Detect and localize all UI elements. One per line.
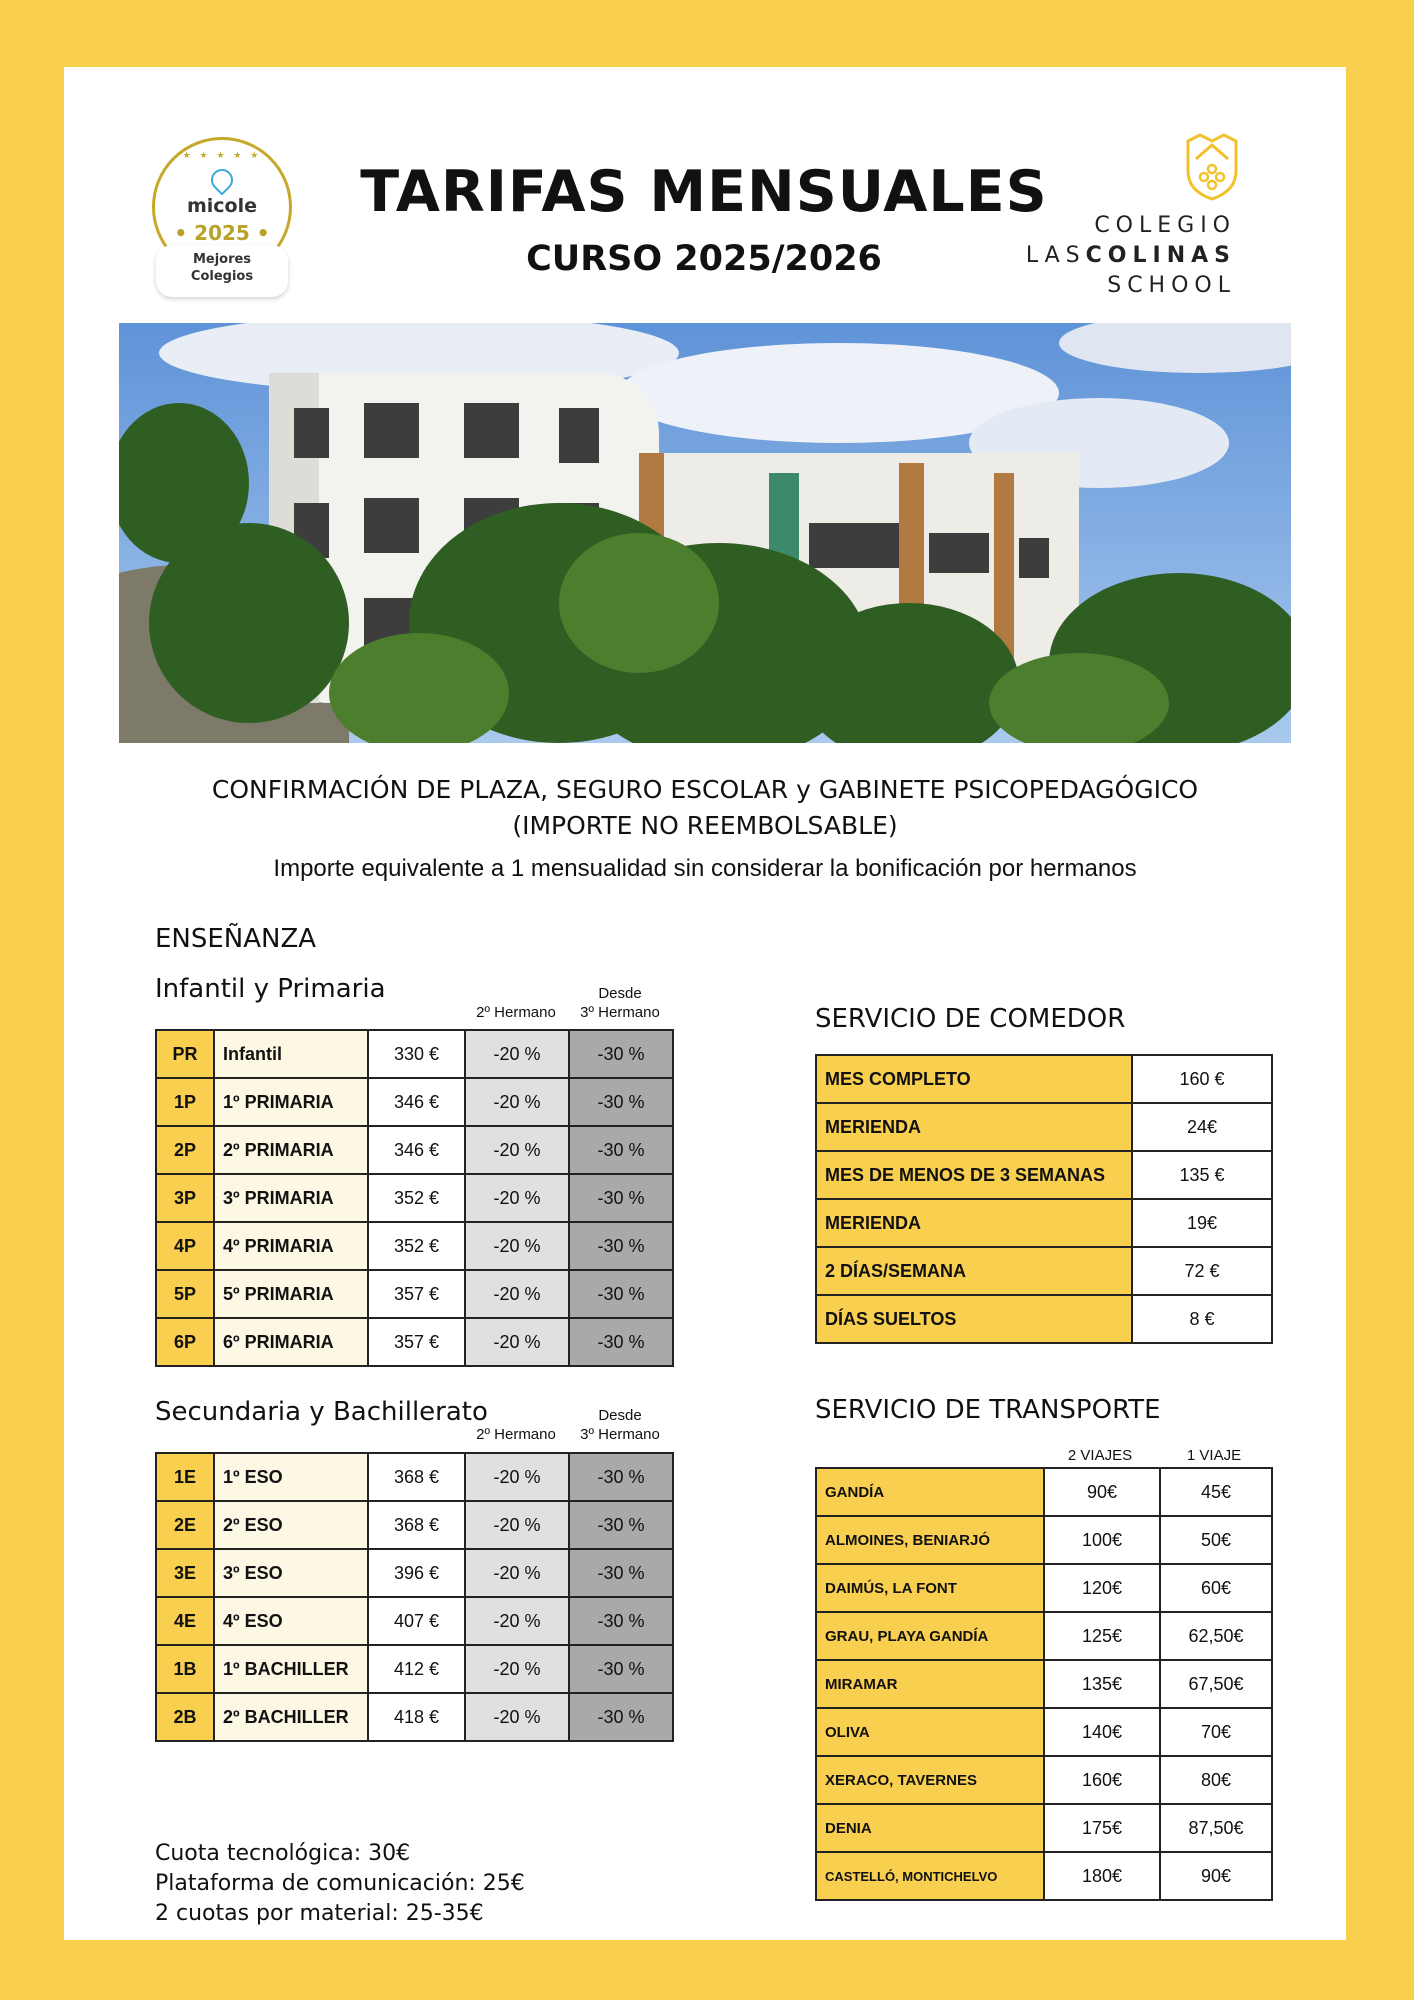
secundaria-col-3hermano xyxy=(568,1406,672,1444)
infantil-col-3hermano xyxy=(568,984,672,1022)
note-plataforma: Plataforma de comunicación: 25€ xyxy=(155,1871,525,1896)
table-row xyxy=(816,1199,1272,1247)
school-building-photo xyxy=(119,323,1291,743)
badge-brand: micole xyxy=(186,195,258,217)
transporte-2-viajes: 175€ xyxy=(1044,1804,1160,1852)
discount-2nd-sibling: -20 % xyxy=(465,1174,569,1222)
level-price: 368 € xyxy=(368,1453,465,1501)
table-row xyxy=(156,1549,673,1597)
comedor-option: MES COMPLETO xyxy=(816,1055,1132,1103)
level-code: 4P xyxy=(156,1222,214,1270)
comedor-price: 19€ xyxy=(1132,1199,1272,1247)
level-price: 368 € xyxy=(368,1501,465,1549)
comedor-table xyxy=(815,1054,1273,1344)
transporte-col-1viaje: 1 VIAJE xyxy=(1186,1447,1242,1464)
page-title: TARIFAS MENSUALES xyxy=(360,159,1048,225)
table-row xyxy=(816,1516,1272,1564)
table-row xyxy=(156,1453,673,1501)
transporte-route: CASTELLÓ, MONTICHELVO xyxy=(816,1852,1044,1900)
level-name: 1º BACHILLER xyxy=(214,1645,368,1693)
table-row xyxy=(816,1247,1272,1295)
discount-3rd-sibling: -30 % xyxy=(569,1597,673,1645)
discount-2nd-sibling: -20 % xyxy=(465,1318,569,1366)
level-code: 1E xyxy=(156,1453,214,1501)
comedor-price: 160 € xyxy=(1132,1055,1272,1103)
discount-3rd-sibling: -30 % xyxy=(569,1174,673,1222)
level-code: 5P xyxy=(156,1270,214,1318)
level-name: Infantil xyxy=(214,1030,368,1078)
shield-icon xyxy=(1184,133,1240,201)
comedor-price: 8 € xyxy=(1132,1295,1272,1343)
table-row xyxy=(156,1693,673,1741)
table-row xyxy=(816,1756,1272,1804)
level-price: 357 € xyxy=(368,1318,465,1366)
level-name: 3º PRIMARIA xyxy=(214,1174,368,1222)
level-code: 2B xyxy=(156,1693,214,1741)
transporte-2-viajes: 180€ xyxy=(1044,1852,1160,1900)
level-code: 6P xyxy=(156,1318,214,1366)
table-row xyxy=(156,1318,673,1366)
transporte-2-viajes: 90€ xyxy=(1044,1468,1160,1516)
transporte-2-viajes: 100€ xyxy=(1044,1516,1160,1564)
ensenanza-heading: ENSEÑANZA xyxy=(155,924,317,954)
table-row xyxy=(816,1055,1272,1103)
transporte-1-viaje: 67,50€ xyxy=(1160,1660,1272,1708)
transporte-2-viajes: 140€ xyxy=(1044,1708,1160,1756)
infantil-heading: Infantil y Primaria xyxy=(155,974,386,1004)
logo-line-lascolinas xyxy=(1026,243,1236,268)
table-row xyxy=(156,1501,673,1549)
level-name: 4º PRIMARIA xyxy=(214,1222,368,1270)
level-price: 346 € xyxy=(368,1078,465,1126)
table-row xyxy=(156,1174,673,1222)
transporte-table xyxy=(815,1467,1273,1901)
comedor-heading: SERVICIO DE COMEDOR xyxy=(815,1004,1126,1034)
discount-3rd-sibling: -30 % xyxy=(569,1318,673,1366)
table-row xyxy=(816,1708,1272,1756)
secundaria-col-2hermano: 2º Hermano xyxy=(476,1426,556,1443)
level-name: 5º PRIMARIA xyxy=(214,1270,368,1318)
level-price: 396 € xyxy=(368,1549,465,1597)
badge-year: • 2025 • xyxy=(174,221,270,245)
table-row xyxy=(816,1852,1272,1900)
level-name: 1º PRIMARIA xyxy=(214,1078,368,1126)
transporte-1-viaje: 62,50€ xyxy=(1160,1612,1272,1660)
level-name: 3º ESO xyxy=(214,1549,368,1597)
level-price: 418 € xyxy=(368,1693,465,1741)
discount-3rd-sibling: -30 % xyxy=(569,1693,673,1741)
level-code: 3P xyxy=(156,1174,214,1222)
level-price: 352 € xyxy=(368,1174,465,1222)
discount-2nd-sibling: -20 % xyxy=(465,1078,569,1126)
note-material: 2 cuotas por material: 25-35€ xyxy=(155,1901,484,1926)
school-logo xyxy=(1025,133,1254,303)
table-row xyxy=(816,1564,1272,1612)
table-row xyxy=(816,1295,1272,1343)
infantil-col-3hermano-b: 3º Hermano xyxy=(580,1004,660,1021)
discount-2nd-sibling: -20 % xyxy=(465,1693,569,1741)
confirmation-line1: CONFIRMACIÓN DE PLAZA, SEGURO ESCOLAR y GABINETE PSICOPEDAGÓGICO xyxy=(211,775,1199,804)
table-row xyxy=(156,1270,673,1318)
transporte-1-viaje: 87,50€ xyxy=(1160,1804,1272,1852)
table-row xyxy=(156,1645,673,1693)
badge-line1: Mejores xyxy=(192,252,252,267)
level-code: 2P xyxy=(156,1126,214,1174)
badge-plate xyxy=(156,245,288,297)
confirmation-line3: Importe equivalente a 1 mensualidad sin considerar la bonificación por hermanos xyxy=(273,855,1137,882)
page-subtitle: CURSO 2025/2026 xyxy=(526,239,882,279)
secundaria-col-3hermano-a: Desde xyxy=(598,1407,642,1424)
level-price: 346 € xyxy=(368,1126,465,1174)
transporte-col-2viajes: 2 VIAJES xyxy=(1067,1447,1133,1464)
table-row xyxy=(816,1660,1272,1708)
discount-3rd-sibling: -30 % xyxy=(569,1030,673,1078)
transporte-1-viaje: 45€ xyxy=(1160,1468,1272,1516)
transporte-route: MIRAMAR xyxy=(816,1660,1044,1708)
logo-line-school: SCHOOL xyxy=(1107,273,1236,298)
transporte-2-viajes: 160€ xyxy=(1044,1756,1160,1804)
level-price: 412 € xyxy=(368,1645,465,1693)
transporte-route: GANDÍA xyxy=(816,1468,1044,1516)
discount-3rd-sibling: -30 % xyxy=(569,1270,673,1318)
transporte-heading: SERVICIO DE TRANSPORTE xyxy=(815,1395,1161,1425)
comedor-price: 24€ xyxy=(1132,1103,1272,1151)
transporte-1-viaje: 50€ xyxy=(1160,1516,1272,1564)
confirmation-line2: (IMPORTE NO REEMBOLSABLE) xyxy=(512,811,898,840)
tariff-sheet xyxy=(64,67,1346,1940)
logo-line-colegio: COLEGIO xyxy=(1094,213,1236,238)
discount-3rd-sibling: -30 % xyxy=(569,1549,673,1597)
level-name: 2º PRIMARIA xyxy=(214,1126,368,1174)
logo-colinas: COLINAS xyxy=(1085,243,1236,268)
level-code: 2E xyxy=(156,1501,214,1549)
discount-2nd-sibling: -20 % xyxy=(465,1030,569,1078)
transporte-route: GRAU, PLAYA GANDÍA xyxy=(816,1612,1044,1660)
transporte-route: ALMOINES, BENIARJÓ xyxy=(816,1516,1044,1564)
discount-2nd-sibling: -20 % xyxy=(465,1597,569,1645)
level-name: 4º ESO xyxy=(214,1597,368,1645)
discount-2nd-sibling: -20 % xyxy=(465,1222,569,1270)
level-code: 4E xyxy=(156,1597,214,1645)
discount-2nd-sibling: -20 % xyxy=(465,1549,569,1597)
comedor-option: 2 DÍAS/SEMANA xyxy=(816,1247,1132,1295)
discount-2nd-sibling: -20 % xyxy=(465,1501,569,1549)
secundaria-col-3hermano-b: 3º Hermano xyxy=(580,1426,660,1443)
extra-fees-notes xyxy=(155,1839,525,1929)
level-name: 2º BACHILLER xyxy=(214,1693,368,1741)
discount-3rd-sibling: -30 % xyxy=(569,1126,673,1174)
level-price: 330 € xyxy=(368,1030,465,1078)
discount-2nd-sibling: -20 % xyxy=(465,1453,569,1501)
infantil-col-3hermano-a: Desde xyxy=(598,985,642,1002)
note-cuota-tecnologica: Cuota tecnológica: 30€ xyxy=(155,1841,411,1866)
level-name: 6º PRIMARIA xyxy=(214,1318,368,1366)
table-row xyxy=(816,1103,1272,1151)
transporte-route: XERACO, TAVERNES xyxy=(816,1756,1044,1804)
badge-stars: ★ ★ ★ ★ ★ xyxy=(182,151,262,161)
level-code: 1P xyxy=(156,1078,214,1126)
level-price: 352 € xyxy=(368,1222,465,1270)
transporte-1-viaje: 80€ xyxy=(1160,1756,1272,1804)
level-name: 1º ESO xyxy=(214,1453,368,1501)
comedor-option: MERIENDA xyxy=(816,1103,1132,1151)
secundaria-heading: Secundaria y Bachillerato xyxy=(155,1397,488,1427)
table-row xyxy=(816,1612,1272,1660)
table-row xyxy=(156,1597,673,1645)
transporte-2-viajes: 125€ xyxy=(1044,1612,1160,1660)
transporte-2-viajes: 120€ xyxy=(1044,1564,1160,1612)
table-row xyxy=(156,1222,673,1270)
discount-3rd-sibling: -30 % xyxy=(569,1222,673,1270)
level-price: 357 € xyxy=(368,1270,465,1318)
comedor-price: 135 € xyxy=(1132,1151,1272,1199)
transporte-1-viaje: 60€ xyxy=(1160,1564,1272,1612)
micole-award-badge xyxy=(140,137,308,305)
infantil-col-2hermano: 2º Hermano xyxy=(476,1004,556,1021)
discount-3rd-sibling: -30 % xyxy=(569,1078,673,1126)
transporte-1-viaje: 70€ xyxy=(1160,1708,1272,1756)
discount-3rd-sibling: -30 % xyxy=(569,1453,673,1501)
level-code: 1B xyxy=(156,1645,214,1693)
level-code: 3E xyxy=(156,1549,214,1597)
transporte-route: DENIA xyxy=(816,1804,1044,1852)
discount-2nd-sibling: -20 % xyxy=(465,1645,569,1693)
transporte-1-viaje: 90€ xyxy=(1160,1852,1272,1900)
logo-las: LAS xyxy=(1025,243,1086,268)
discount-3rd-sibling: -30 % xyxy=(569,1501,673,1549)
level-code: PR xyxy=(156,1030,214,1078)
infantil-table xyxy=(155,1029,674,1367)
table-row xyxy=(156,1030,673,1078)
comedor-option: MERIENDA xyxy=(816,1199,1132,1247)
level-price: 407 € xyxy=(368,1597,465,1645)
level-name: 2º ESO xyxy=(214,1501,368,1549)
transporte-route: DAIMÚS, LA FONT xyxy=(816,1564,1044,1612)
transporte-2-viajes: 135€ xyxy=(1044,1660,1160,1708)
table-row xyxy=(156,1078,673,1126)
comedor-option: MES DE MENOS DE 3 SEMANAS xyxy=(816,1151,1132,1199)
comedor-price: 72 € xyxy=(1132,1247,1272,1295)
discount-3rd-sibling: -30 % xyxy=(569,1645,673,1693)
comedor-option: DÍAS SUELTOS xyxy=(816,1295,1132,1343)
badge-line2: Colegios xyxy=(190,269,254,284)
table-row xyxy=(816,1151,1272,1199)
transporte-route: OLIVA xyxy=(816,1708,1044,1756)
secundaria-table xyxy=(155,1452,674,1742)
table-row xyxy=(816,1804,1272,1852)
table-row xyxy=(156,1126,673,1174)
discount-2nd-sibling: -20 % xyxy=(465,1126,569,1174)
table-row xyxy=(816,1468,1272,1516)
discount-2nd-sibling: -20 % xyxy=(465,1270,569,1318)
